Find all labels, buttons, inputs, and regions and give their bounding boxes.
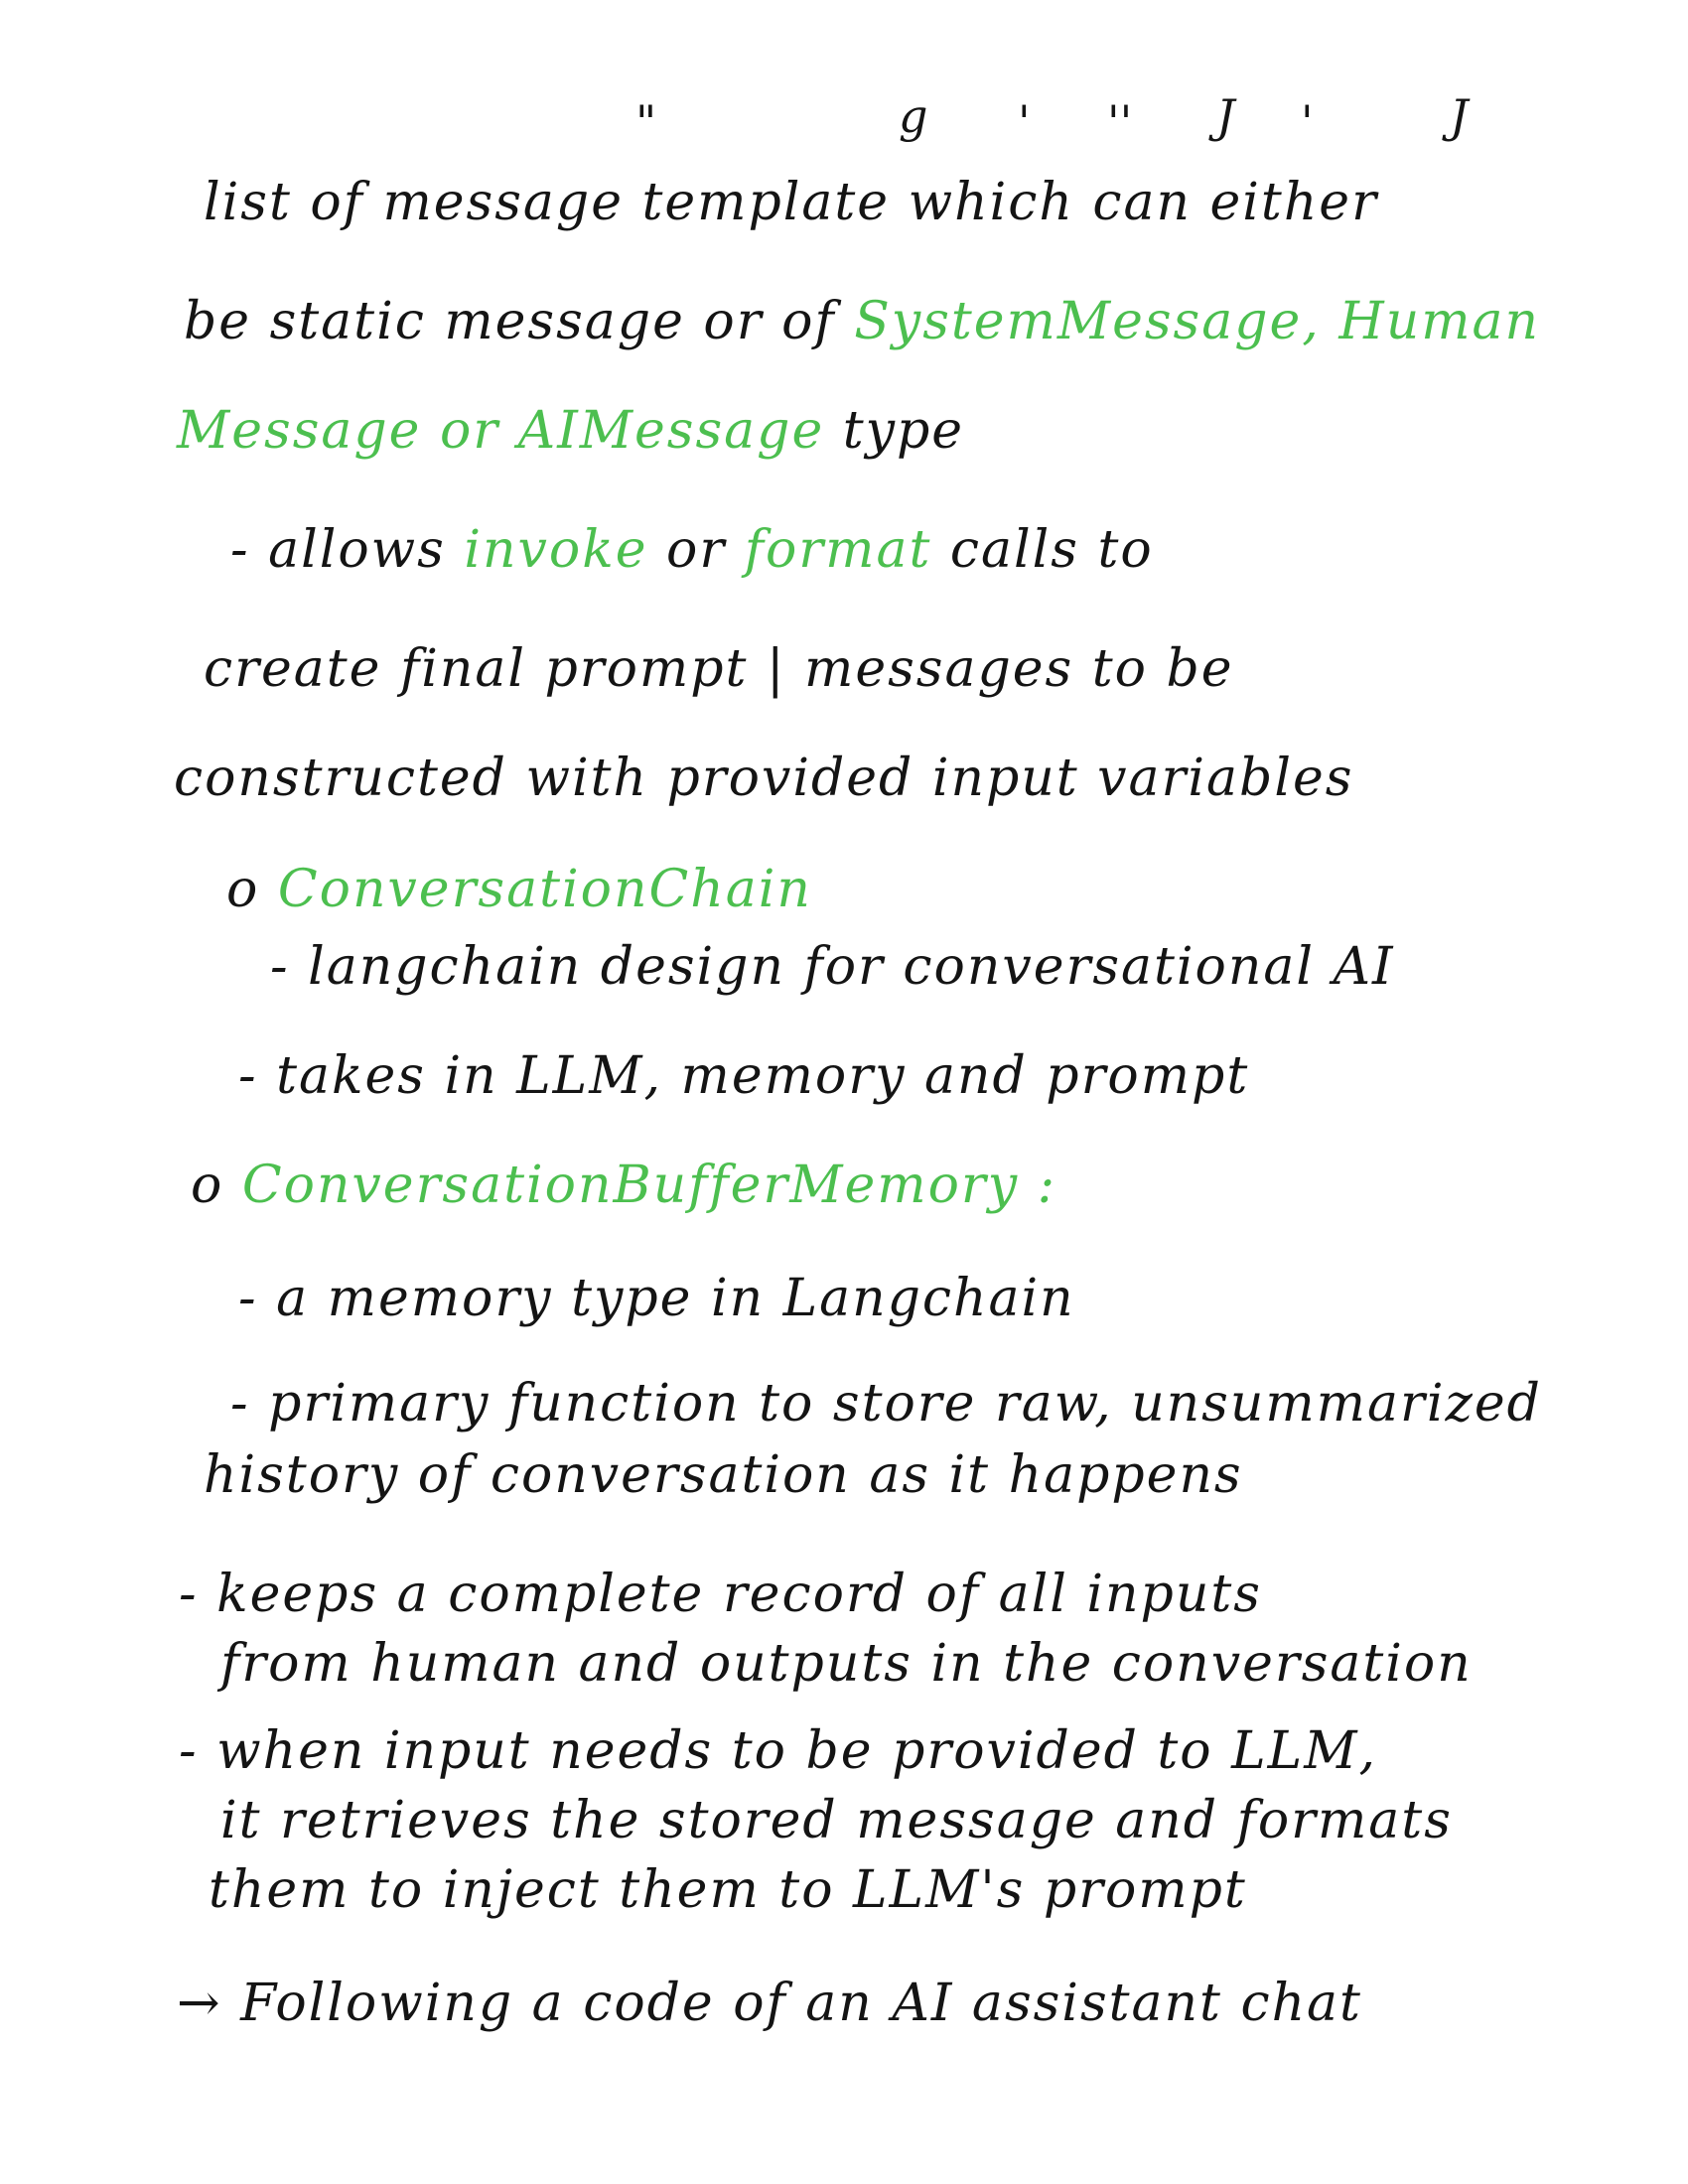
- line-text: them to inject them to LLM's prompt: [209, 1860, 1247, 1920]
- line-text: type: [824, 401, 965, 461]
- highlight-text: invoke: [464, 520, 648, 580]
- note-line-17: [220, 1791, 1453, 1850]
- top-cutoff-marks: [0, 91, 1688, 151]
- note-line-8: [270, 937, 1395, 997]
- line-text: → Following a code of an AI assistant chat: [177, 1974, 1362, 2033]
- top-mark: J: [1216, 91, 1235, 143]
- line-text: - allows: [230, 520, 465, 580]
- note-line-14: [179, 1565, 1262, 1624]
- highlight-text: ConversationBufferMemory :: [241, 1156, 1057, 1215]
- note-line-7: [226, 860, 812, 919]
- highlight-text: ConversationChain: [277, 860, 812, 919]
- note-line-3: [177, 401, 965, 461]
- note-line-15: [220, 1634, 1473, 1694]
- line-text: history of conversation as it happens: [204, 1445, 1243, 1505]
- note-line-10: [191, 1156, 1057, 1215]
- line-text: from human and outputs in the conversation: [220, 1634, 1473, 1694]
- line-text: - langchain design for conversational AI: [270, 937, 1395, 997]
- note-line-6: [174, 749, 1354, 808]
- line-text: - keeps a complete record of all inputs: [179, 1565, 1262, 1624]
- line-text: constructed with provided input variables: [174, 749, 1354, 808]
- top-mark: ': [1018, 95, 1031, 149]
- bullet-marker: o: [226, 860, 278, 919]
- line-text: - primary function to store raw, unsummarized: [230, 1374, 1542, 1433]
- line-text: - takes in LLM, memory and prompt: [238, 1046, 1250, 1106]
- note-line-12: [230, 1374, 1542, 1433]
- highlight-text: format: [744, 520, 932, 580]
- top-mark: g: [899, 91, 928, 143]
- note-line-1: [204, 173, 1378, 232]
- note-line-13: [204, 1445, 1243, 1505]
- line-text: or: [647, 520, 745, 580]
- line-text: list of message template which can either: [204, 173, 1378, 232]
- line-text: create final prompt | messages to be: [204, 639, 1234, 699]
- highlight-text: SystemMessage, Human: [854, 292, 1540, 351]
- highlight-text: Message or AIMessage: [177, 401, 825, 461]
- note-line-16: [179, 1721, 1377, 1781]
- line-text: calls to: [931, 520, 1154, 580]
- note-line-5: [204, 639, 1234, 699]
- top-mark: J: [1450, 91, 1469, 143]
- top-mark: ': [1301, 95, 1314, 149]
- note-line-19: [177, 1974, 1362, 2033]
- line-text: be static message or of: [184, 292, 855, 351]
- note-line-18: [209, 1860, 1247, 1920]
- note-line-4: [230, 520, 1154, 580]
- note-line-11: [238, 1269, 1075, 1328]
- top-mark: '': [1107, 95, 1133, 149]
- top-mark: ": [635, 95, 657, 149]
- line-text: - when input needs to be provided to LLM,: [179, 1721, 1377, 1781]
- note-line-9: [238, 1046, 1250, 1106]
- bullet-marker: o: [191, 1156, 242, 1215]
- line-text: it retrieves the stored message and formats: [220, 1791, 1453, 1850]
- line-text: - a memory type in Langchain: [238, 1269, 1075, 1328]
- note-line-2: [184, 292, 1540, 351]
